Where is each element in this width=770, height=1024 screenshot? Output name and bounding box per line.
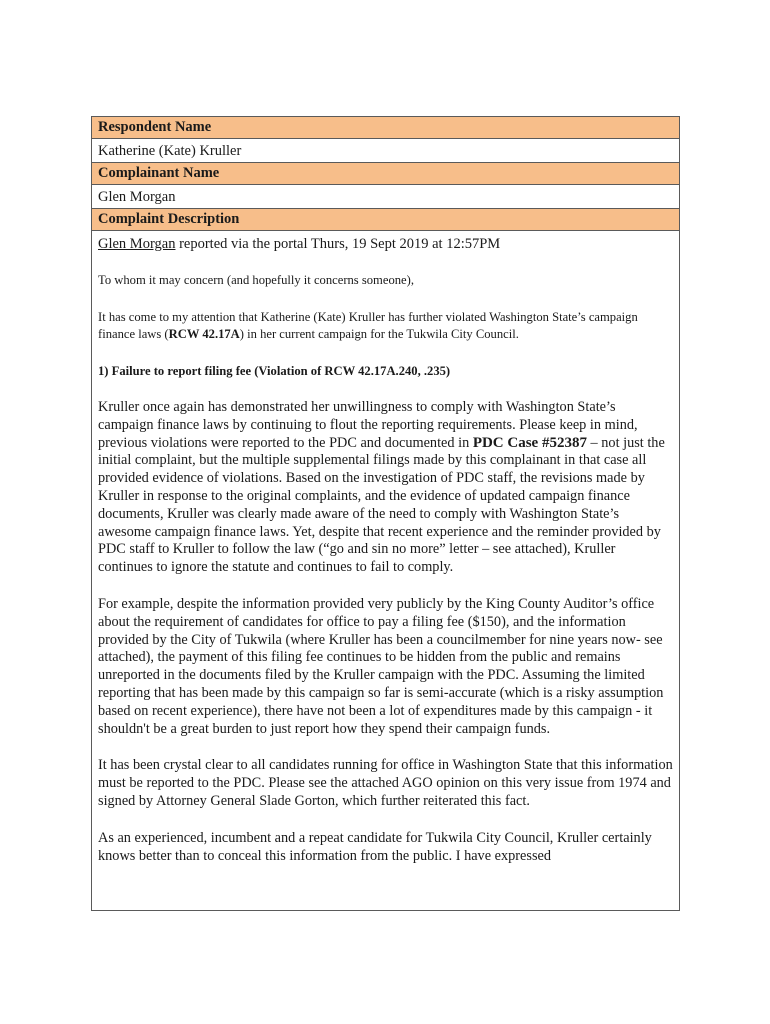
intro-text-b: ) in her current campaign for the Tukwila City Council. bbox=[239, 327, 519, 341]
intro-paragraph bbox=[98, 309, 673, 344]
section-heading-text: 1) Failure to report filing fee (Violation of RCW 42.17A.240, .235) bbox=[98, 363, 451, 378]
portal-line bbox=[98, 235, 673, 253]
respondent-name-header: Respondent Name bbox=[92, 117, 679, 139]
rcw-reference: RCW 42.17A bbox=[168, 327, 240, 341]
complaint-description-header: Complaint Description bbox=[92, 209, 679, 231]
complaint-form bbox=[91, 116, 680, 911]
violations-text-a: Kruller once again has demonstrated her unwillingness to comply with Washington State’s campaign finance laws by continuing to flout the reporting requirements. Please keep in mind, previous violations were reported to the PDC and documented in bbox=[98, 399, 638, 451]
violations-text-b: – not just the initial complaint, but the multiple supplemental filings made by this complainant in that case all provided evidence of violations. Based on the investigation of PDC staff, the revisions made by Kruller in response to the original complaints, and the evidence of updated campaign finance documents, Kruller was clearly made aware of the need to comply with Washington State’s awesome campaign finance laws. Yet, despite that recent experience and the reminder provided by PDC staff to Kruller to follow the law (“go and sin no more” letter – see attached), Kruller continues to ignore the statute and continues to fail to comply. bbox=[98, 434, 665, 576]
pdc-case-reference: PDC Case #52387 bbox=[472, 434, 587, 451]
paragraph-experienced: As an experienced, incumbent and a repeat candidate for Tukwila City Council, Kruller certainly knows better than to conceal this information from the public. I have expressed bbox=[98, 829, 652, 864]
paragraph-violations bbox=[98, 399, 673, 577]
paragraph-crystal-clear: It has been crystal clear to all candidates running for office in Washington State that this information must be reported to the PDC. Please see the attached AGO opinion on this very issue from 1974 and signed by Attorney General Slade Gorton, which further reiterated this fact. bbox=[98, 757, 673, 809]
portal-line-text: reported via the portal Thurs, 19 Sept 2019 at 12:57PM bbox=[175, 236, 501, 252]
greeting: To whom it may concern (and hopefully it concerns someone), bbox=[98, 273, 414, 287]
paragraph-example: For example, despite the information provided very publicly by the King County Auditor’s office about the requirement of candidates for office to pay a filing fee ($150), and the information provided by the City of Tukwila (where Kruller has been a councilmember for nine years now- see attached), the payment of this filing fee continues to be hidden from the public and remains unreported in the documents filed by the Kruller campaign with the PDC. Assuming the limited reporting that has been made by this campaign so far is semi-accurate (which is a risky assumption based on recent experience), there have not been a lot of expenditures made by this campaign - it shouldn't be a great burden to just report how they spend their campaign funds. bbox=[98, 595, 664, 737]
respondent-name-value: Katherine (Kate) Kruller bbox=[92, 139, 679, 163]
complainant-name-value: Glen Morgan bbox=[92, 185, 679, 209]
intro-text-a: It has come to my attention that Katherine (Kate) Kruller has further violated Washington State’s campaign finance laws ( bbox=[98, 309, 638, 341]
complainant-name-header: Complainant Name bbox=[92, 163, 679, 185]
section-heading bbox=[98, 363, 673, 381]
complaint-description-body bbox=[92, 231, 679, 865]
complainant-link[interactable]: Glen Morgan bbox=[98, 236, 176, 252]
